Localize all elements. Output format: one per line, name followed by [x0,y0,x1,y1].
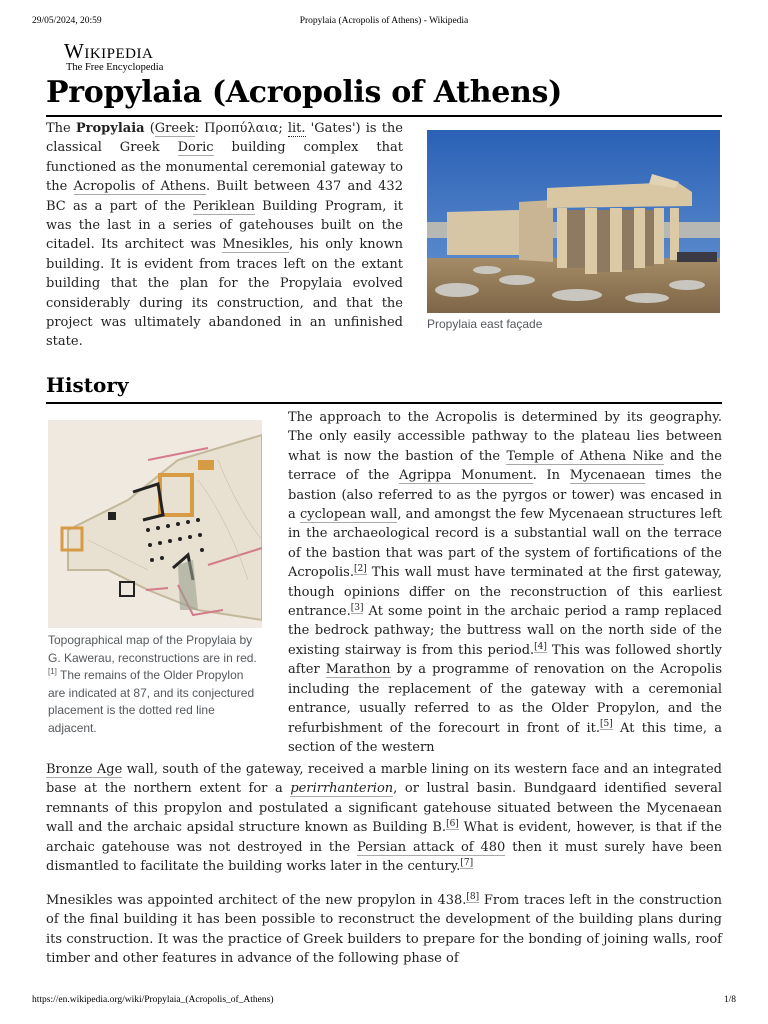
text: This was followed shortly after [288,642,722,678]
wikipedia-logo[interactable] [64,40,163,74]
propylaia-photo[interactable] [427,130,720,313]
topographical-map-image[interactable] [48,420,262,628]
intro-paragraph [46,119,403,352]
bold-term: Propylaia [75,121,145,136]
link-periklean[interactable]: Periklean [192,198,255,214]
link-cyclopean-wall[interactable]: cyclopean wall [299,507,398,523]
text: 'Gates') is the classical Greek [46,121,403,156]
link-greek[interactable]: Greek [154,121,195,136]
text: times the bastion (also referred to as the pyrgos or tower) was encased in a [288,468,722,523]
print-footer [0,995,768,1009]
text: Topographical map of the Propylaia by G. Kawerau, reconstructions are in red. [48,633,257,665]
text: , and amongst the few Mycenaean structures left in the archaeological record is a substantial wall on the terrace of the bastion that was part of the system of fortifications of the Acropolis. [288,507,722,581]
text: At this time, a section of the western [288,720,722,755]
text: , his only known building. It is evident from traces left on the extant building that the plan for the Propylaia evolved considerably during its construction, and that the project was ultimately abandoned in an unfinished state. [46,237,403,350]
map-figure [48,420,262,737]
print-header [0,16,768,30]
link-mnesikles[interactable]: Mnesikles [222,237,289,253]
text: The approach to the Acropolis is determined by its geography. The only easily accessible pathway to the plateau lies between what is now the bastion of the [288,410,722,464]
link-doric[interactable]: Doric [177,140,214,156]
print-page-number: 1/8 [723,995,736,1005]
section-heading-history: History [46,371,722,404]
photo-illustration [427,130,720,313]
reference-7[interactable]: [7] [460,857,474,868]
text: . In [532,468,570,484]
text: This wall must have terminated at the first gateway, though opinions differ on the reconstruction of this earliest entrance. [288,565,722,620]
text: : Προπύλαια; [194,121,288,136]
print-datetime: 29/05/2024, 20:59 [32,16,102,26]
history-paragraph-1-column [288,408,722,757]
text: ( [144,121,155,136]
infobox-figure [427,130,720,333]
link-marathon[interactable]: Marathon [325,662,391,678]
infobox-caption: Propylaia east façade [427,317,543,331]
text: At some point in the archaic period a ramp replaced the bedrock pathway; the buttress wall on the north side of the existing stairway is from this period. [288,604,722,658]
reference-5[interactable]: [5] [600,719,613,730]
text: , or lustral basin. Bundgaard identified several remnants of this propylon and postulated a significant gatehouse situated between the Mycenaean wall and the archaic apsidal structure known as Building B. [46,781,723,836]
link-agrippa-monument[interactable]: Agrippa Monument [399,468,533,484]
reference-6[interactable]: [6] [446,818,459,829]
text: wall, south of the gateway, received a marble lining on its western face and an integrated base at the northern extent for a [46,762,722,797]
print-document-title: Propylaia (Acropolis of Athens) - Wikipedia [299,16,469,26]
link-acropolis-of-athens[interactable]: Acropolis of Athens [73,179,206,195]
reference-4[interactable]: [4] [534,641,547,652]
text: The remains of the Older Propylon are indicated at 87, and its conjectured placement is the dotted red line adjacent. [48,668,255,735]
reference-1[interactable]: [1] [48,667,57,676]
reference-2[interactable]: [2] [353,563,367,574]
link-temple-of-athena-nike[interactable]: Temple of Athena Nike [506,448,664,464]
history-paragraph-1-continued [46,760,722,876]
logo-tagline: The Free Encyclopedia [66,62,164,73]
text: by a programme of renovation on the Acropolis including the replacement of the gateway with a ceremonial entrance, usually referred to as the Older Propylon, and the refurbishment of the forecourt in front of it. [288,662,722,736]
text: then it must surely have been dismantled to facilitate the building works later in the century. [46,839,722,875]
text: Building Program, it was the last in a series of gatehouses built on the citadel. Its architect was [46,198,403,253]
print-url: https://en.wikipedia.org/wiki/Propylaia_(Acropolis_of_Athens) [32,995,274,1005]
link-mycenaean[interactable]: Mycenaean [569,468,646,484]
map-caption [48,632,262,737]
text: building complex that functioned as the monumental ceremonial gateway to the [46,140,403,195]
history-paragraph-2 [46,891,722,969]
text: From traces left in the construction of the final building it has been possible to reconstruct the development of the building plans during its construction. It was the practice of Greek builders to prepare for the bonding of joining walls, roof timber and other features in advance of the following phase of [46,893,722,967]
link-persian-attack-of-480[interactable]: Persian attack of 480 [357,839,506,855]
text: What is evident, however, is that if the archaic gatehouse was not destroyed in the [46,820,722,855]
reference-3[interactable]: [3] [350,602,364,613]
page-title: Propylaia (Acropolis of Athens) [46,72,722,117]
text: Mnesikles was appointed architect of the new propylon in 438. [46,893,467,908]
logo-wordmark: Wikipedia [64,39,154,63]
link-perirrhanterion[interactable]: perirrhanterion [290,781,394,797]
map-illustration [48,420,262,628]
text: . Built between 437 and 432 BC as a part of the [46,179,403,214]
link-lit[interactable]: lit. [287,121,306,136]
text: and the terrace of the [288,448,722,484]
reference-8[interactable]: [8] [466,891,480,902]
link-bronze-age[interactable]: Bronze Age [46,762,123,777]
text: The [46,121,76,136]
